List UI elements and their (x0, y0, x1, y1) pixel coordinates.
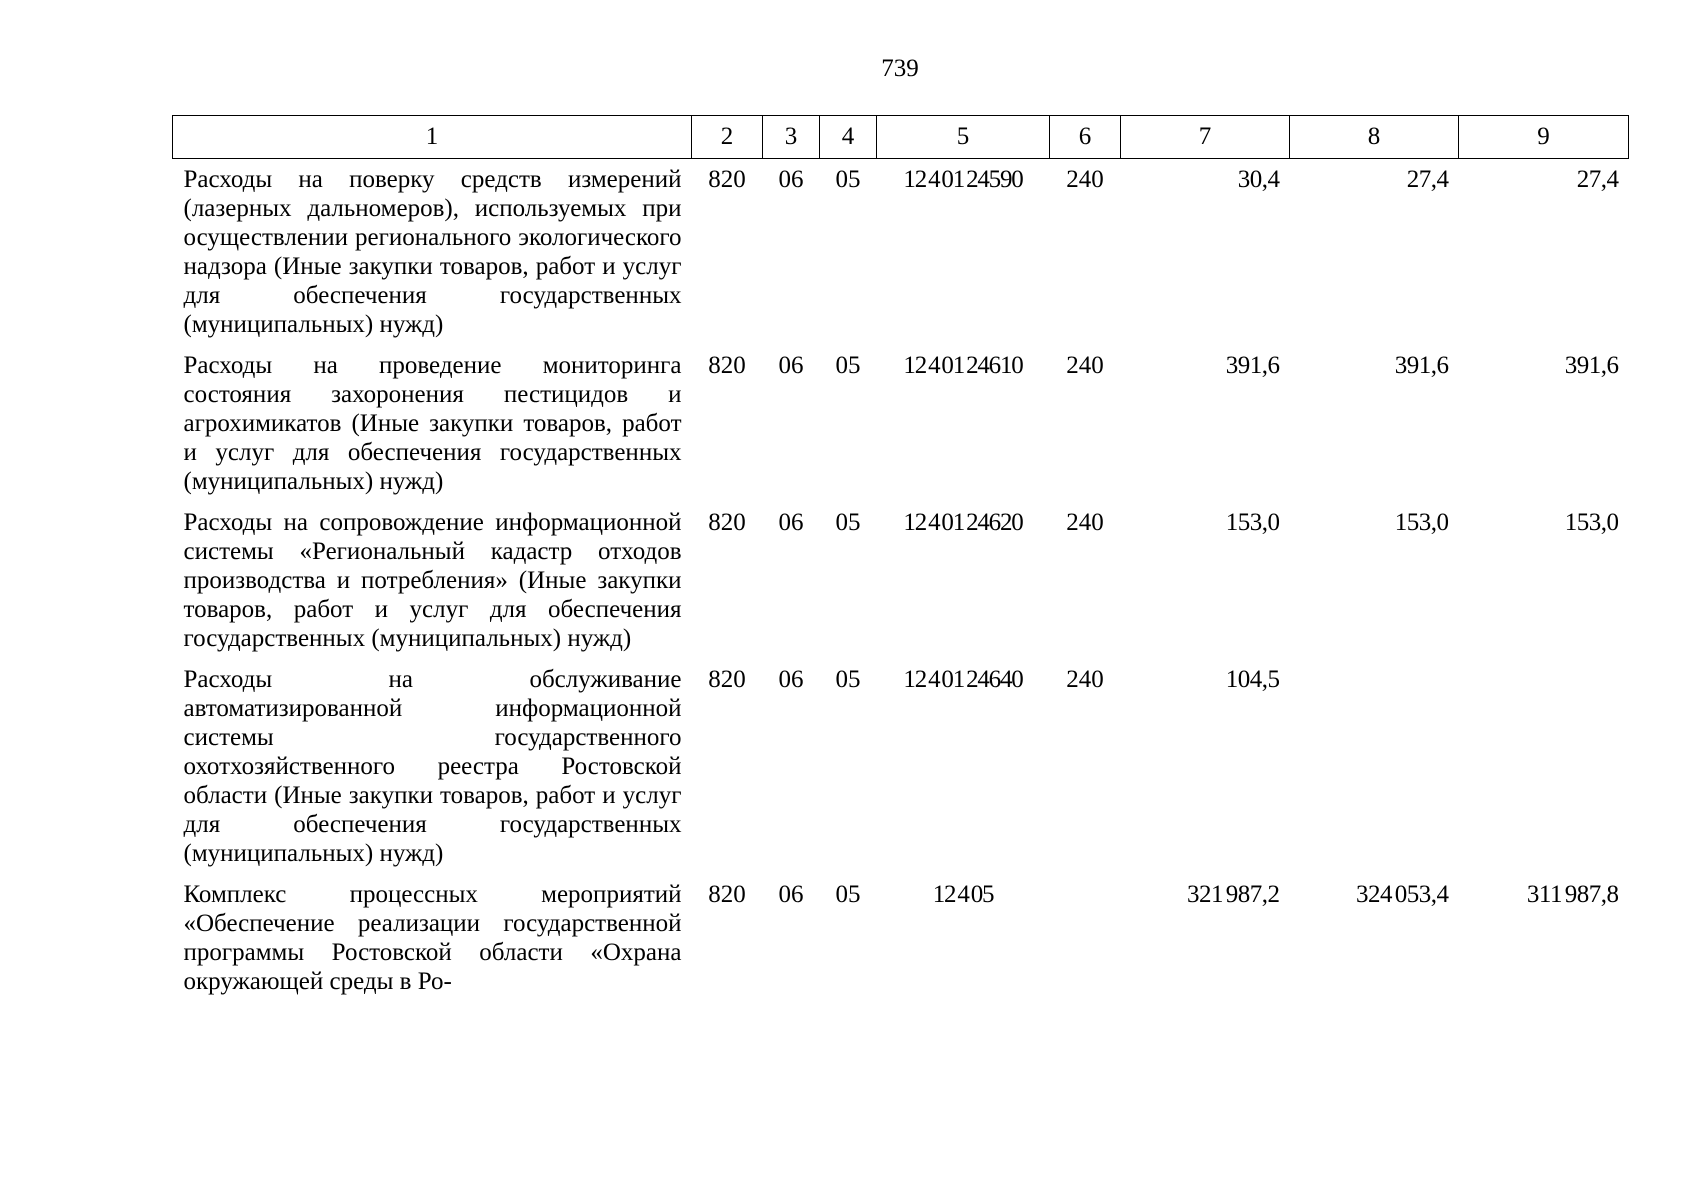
amount-col-9: 311 987,8 (1526, 881, 1619, 908)
header-cell: 7 (1121, 116, 1290, 159)
section-code: 06 (778, 666, 804, 693)
subsection-code: 05 (835, 881, 861, 908)
table-row (173, 874, 1629, 1002)
section-code: 06 (778, 166, 804, 193)
amount-col-8: 324 053,4 (1356, 881, 1449, 908)
table-row (173, 159, 1629, 346)
budget-table (172, 115, 1629, 1002)
amount-col-9 (1459, 659, 1629, 874)
table-row (173, 659, 1629, 874)
table-header-row (173, 116, 1629, 159)
row-description: Расходы на обслуживание автоматизированной информационной системы государственного охотхозяйственного реестра Ростовской области (Иные закупки товаров, работ и услуг для обеспечения государственных (муниципальных) нужд) (183, 666, 682, 867)
amount-col-8: 391,6 (1394, 352, 1449, 379)
header-cell: 6 (1050, 116, 1121, 159)
expense-type-code: 240 (1066, 666, 1104, 693)
ministry-code: 820 (708, 509, 746, 536)
amount-col-9: 391,6 (1564, 352, 1619, 379)
ministry-code: 820 (708, 352, 746, 379)
target-article-code: 12 4 01 24640 (903, 666, 1023, 693)
page-number: 739 (881, 55, 919, 82)
subsection-code: 05 (835, 166, 861, 193)
amount-col-8 (1290, 659, 1459, 874)
expense-type-code (1050, 874, 1121, 1002)
expense-type-code: 240 (1066, 509, 1104, 536)
amount-col-7: 104,5 (1225, 666, 1280, 693)
amount-col-9: 153,0 (1564, 509, 1619, 536)
section-code: 06 (778, 509, 804, 536)
header-cell: 2 (692, 116, 763, 159)
amount-col-8: 153,0 (1394, 509, 1449, 536)
amount-col-9: 27,4 (1576, 166, 1619, 193)
amount-col-7: 153,0 (1225, 509, 1280, 536)
expense-type-code: 240 (1066, 166, 1104, 193)
ministry-code: 820 (708, 666, 746, 693)
row-description: Расходы на поверку средств измерений (лазерных дальномеров), используемых при осуществлении регионального экологического надзора (Иные закупки товаров, работ и услуг для обеспечения государственных (муниципальных) нужд) (183, 166, 682, 338)
header-cell: 5 (877, 116, 1050, 159)
row-description: Расходы на проведение мониторинга состояния захоронения пестицидов и агрохимикатов (Иные закупки товаров, работ и услуг для обеспечения государственных (муниципальных) нужд) (183, 352, 682, 495)
table-row (173, 345, 1629, 502)
target-article-code: 12 4 05 (932, 881, 994, 908)
section-code: 06 (778, 881, 804, 908)
table-row (173, 502, 1629, 659)
subsection-code: 05 (835, 666, 861, 693)
header-cell: 1 (173, 116, 692, 159)
row-description: Расходы на сопровождение информационной системы «Региональный кадастр отходов производства и потребления» (Иные закупки товаров, работ и услуг для обеспечения государственных (муниципальных) нужд) (183, 509, 682, 652)
section-code: 06 (778, 352, 804, 379)
amount-col-7: 321 987,2 (1187, 881, 1280, 908)
target-article-code: 12 4 01 24610 (903, 352, 1023, 379)
amount-col-7: 391,6 (1225, 352, 1280, 379)
target-article-code: 12 4 01 24590 (903, 166, 1023, 193)
header-cell: 8 (1290, 116, 1459, 159)
target-article-code: 12 4 01 24620 (903, 509, 1023, 536)
header-cell: 4 (820, 116, 877, 159)
amount-col-8: 27,4 (1406, 166, 1449, 193)
subsection-code: 05 (835, 509, 861, 536)
row-description: Комплекс процессных мероприятий «Обеспечение реализации государственной программы Ростовской области «Охрана окружающей среды в Ро- (183, 881, 682, 995)
header-cell: 9 (1459, 116, 1629, 159)
ministry-code: 820 (708, 166, 746, 193)
header-cell: 3 (763, 116, 820, 159)
expense-type-code: 240 (1066, 352, 1104, 379)
ministry-code: 820 (708, 881, 746, 908)
subsection-code: 05 (835, 352, 861, 379)
amount-col-7: 30,4 (1237, 166, 1280, 193)
